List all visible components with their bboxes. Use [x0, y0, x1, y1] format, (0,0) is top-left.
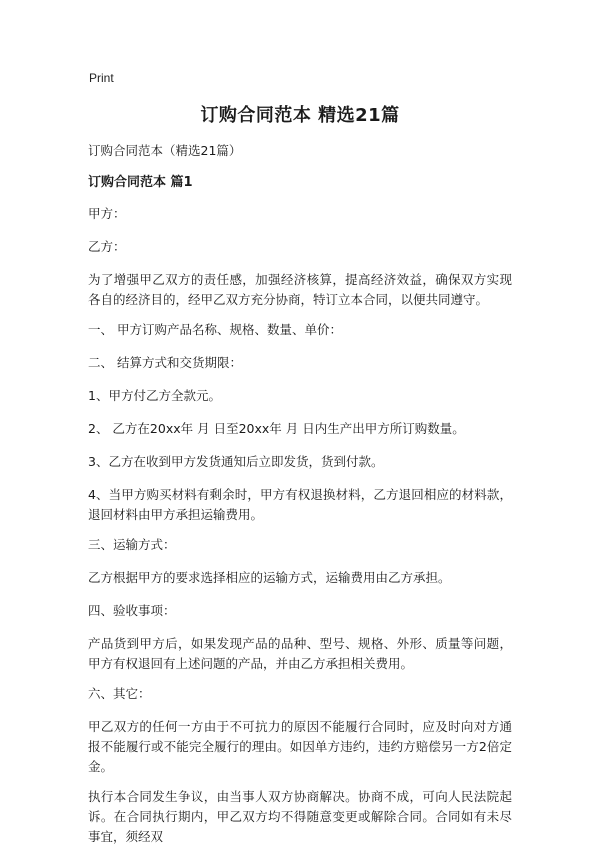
clause-2-heading: 二、 结算方式和交货期限： [88, 355, 242, 370]
clause-6-body-2: 执行本合同发生争议，由当事人双方协商解决。协商不成，可向人民法院起诉。在合同执行期内，甲乙双方均不得随意变更或解除合同。合同如有未尽事宜，须经双 [88, 789, 512, 844]
clause-2-item-3: 3、乙方在收到甲方发货通知后立即发货，货到付款。 [88, 454, 384, 469]
clause-6-heading: 六、其它： [88, 686, 151, 701]
clause-4-heading: 四、验收事项： [88, 603, 176, 618]
clause-2-item-1: 1、甲方付乙方全款元。 [88, 388, 221, 403]
preamble-paragraph: 为了增强甲乙双方的责任感，加强经济核算，提高经济效益，确保双方实现各自的经济目的，经甲乙双方充分协商，特订立本合同，以便共同遵守。 [88, 272, 512, 307]
clause-6-body-1: 甲乙双方的任何一方由于不可抗力的原因不能履行合同时，应及时向对方通报不能履行或不能完全履行的理由。如因单方违约，违约方赔偿另一方2倍定金。 [88, 719, 512, 774]
document-title: 订购合同范本 精选21篇 [200, 105, 400, 126]
party-b-label: 乙方： [88, 239, 126, 254]
clause-1-heading: 一、 甲方订购产品名称、规格、数量、单价： [88, 322, 342, 337]
print-link[interactable]: Print [89, 71, 114, 85]
clause-3-body: 乙方根据甲方的要求选择相应的运输方式，运输费用由乙方承担。 [88, 570, 451, 585]
clause-3-heading: 三、运输方式： [88, 537, 176, 552]
clause-2-item-2: 2、 乙方在20xx年 月 日至20xx年 月 日内生产出甲方所订购数量。 [88, 421, 465, 436]
party-a-label: 甲方： [88, 206, 126, 221]
document-subtitle: 订购合同范本（精选21篇） [88, 143, 242, 158]
section-heading: 订购合同范本 篇1 [88, 175, 193, 190]
clause-4-body: 产品货到甲方后，如果发现产品的品种、型号、规格、外形、质量等问题，甲方有权退回有上述问题的产品，并由乙方承担相关费用。 [88, 636, 512, 671]
clause-2-item-4: 4、当甲方购买材料有剩余时，甲方有权退换材料，乙方退回相应的材料款，退回材料由甲方承担运输费用。 [88, 487, 512, 522]
